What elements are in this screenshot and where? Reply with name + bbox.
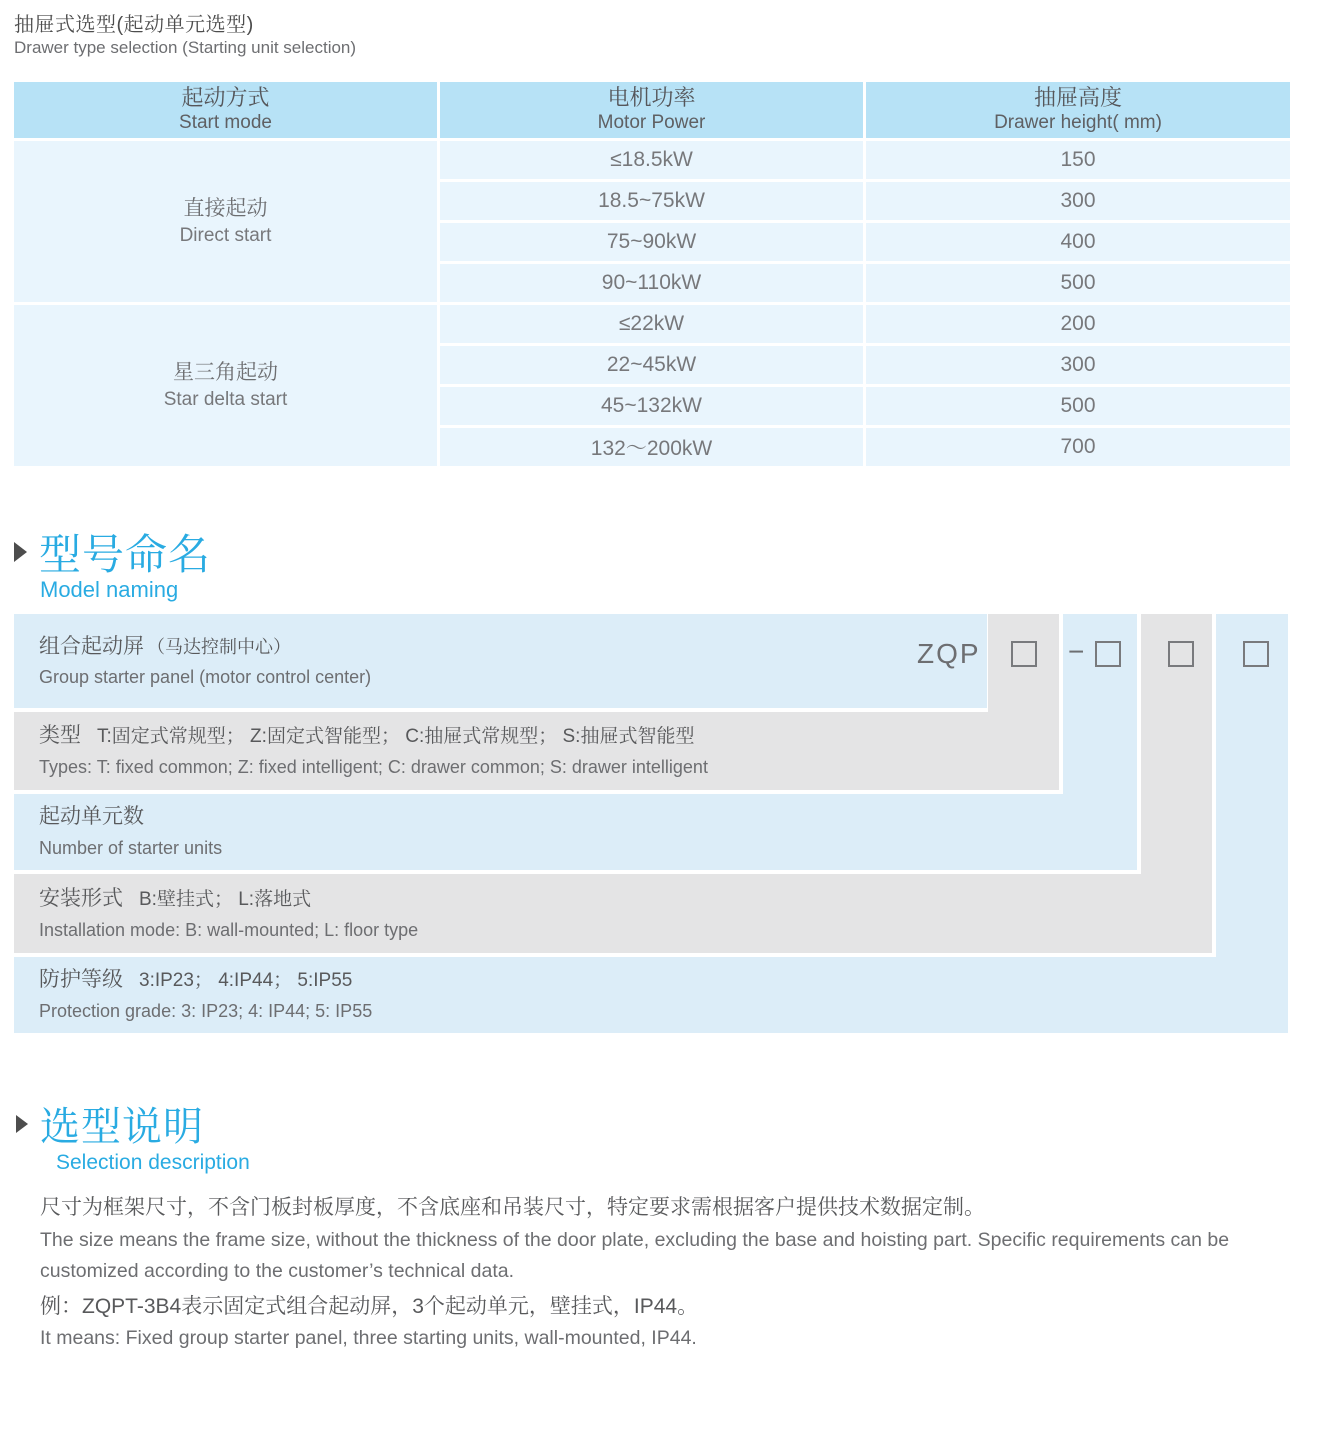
section-title-zh: 型号命名 bbox=[39, 531, 212, 578]
header-text: Motor Power bbox=[597, 111, 706, 133]
desc-zh-line: 尺寸为框架尺寸，不含门板封板厚度，不含底座和吊装尺寸，特定要求需根据客户提供技术数据定制。 bbox=[40, 1196, 985, 1219]
band-zh bbox=[39, 723, 1059, 749]
desc-en-line: The size means the frame size, without the thickness of the door plate, excluding the base and hoisting part. Specific requirements can be customized according to the customer’s technical data. bbox=[40, 1228, 1230, 1283]
section-subtitle-en: Model naming bbox=[40, 577, 179, 602]
power-cell: 22~45kW bbox=[440, 346, 863, 384]
power-cell: 75~90kW bbox=[440, 223, 863, 261]
model-code-prefix: ZQP bbox=[917, 638, 981, 669]
band-en: Protection grade: 3: IP23; 4: IP44; 5: IP55 bbox=[39, 1001, 373, 1022]
col-header-drawer-height bbox=[866, 82, 1290, 138]
code-box-icon bbox=[1095, 641, 1121, 667]
power-cell: ≤18.5kW bbox=[440, 141, 863, 179]
band-label: 类型 bbox=[39, 724, 81, 748]
section-subtitle-en: Selection description bbox=[56, 1151, 250, 1174]
power-cell: 45~132kW bbox=[440, 387, 863, 425]
group-label-en: Star delta start bbox=[163, 388, 288, 410]
band-group-starter-panel bbox=[14, 614, 987, 708]
height-cell: 700 bbox=[866, 428, 1290, 466]
band-number-of-starter-units bbox=[14, 794, 1137, 870]
band-zh bbox=[39, 886, 1212, 912]
header-text: 电机功率 bbox=[607, 85, 696, 111]
group-label-zh: 直接起动 bbox=[183, 196, 268, 220]
header-text: 起动方式 bbox=[181, 85, 270, 111]
power-cell: 90~110kW bbox=[440, 264, 863, 302]
group-label-en: Direct start bbox=[179, 224, 272, 246]
band-detail: T:固定式常规型； Z:固定式智能型； C:抽屉式常规型； S:抽屉式智能型 bbox=[97, 726, 695, 748]
code-box-icon bbox=[1011, 641, 1037, 667]
header-text: Drawer height( mm) bbox=[994, 111, 1162, 133]
height-cell: 300 bbox=[866, 182, 1290, 220]
height-cell: 150 bbox=[866, 141, 1290, 179]
code-dash: − bbox=[1068, 636, 1085, 667]
power-cell: 132～200kW bbox=[440, 428, 863, 466]
page-title-en: Drawer type selection (Starting unit selection) bbox=[14, 38, 357, 57]
group-label-zh: 星三角起动 bbox=[173, 360, 278, 384]
band-zh bbox=[39, 967, 1288, 993]
code-box-icon bbox=[1243, 641, 1269, 667]
desc-en-line: It means: Fixed group starter panel, three starting units, wall-mounted, IP44. bbox=[40, 1327, 697, 1350]
header-text: 抽屉高度 bbox=[1033, 85, 1122, 111]
height-cell: 500 bbox=[866, 264, 1290, 302]
height-cell: 400 bbox=[866, 223, 1290, 261]
band-en: Number of starter units bbox=[39, 838, 223, 859]
power-cell: ≤22kW bbox=[440, 305, 863, 343]
band-label: 防护等级 bbox=[39, 968, 123, 992]
band-zh bbox=[39, 804, 1137, 830]
drawer-selection-table bbox=[14, 82, 1284, 466]
height-cell: 200 bbox=[866, 305, 1290, 343]
band-protection-grade bbox=[14, 957, 1288, 1033]
group-cell-star-delta-start bbox=[14, 305, 437, 466]
band-installation-mode bbox=[14, 874, 1212, 953]
code-box-icon bbox=[1168, 641, 1194, 667]
desc-zh-line: 例：ZQPT-3B4表示固定式组合起动屏，3个起动单元，壁挂式，IP44。 bbox=[40, 1294, 699, 1318]
section-arrow-icon bbox=[14, 542, 27, 562]
height-cell: 300 bbox=[866, 346, 1290, 384]
section-arrow-icon bbox=[16, 1115, 28, 1133]
model-naming-diagram bbox=[14, 614, 1288, 1033]
section-heading-model-naming bbox=[14, 522, 211, 582]
band-en: Installation mode: B: wall-mounted; L: floor type bbox=[39, 919, 419, 940]
band-label: 起动单元数 bbox=[39, 805, 144, 829]
section-heading-selection-description bbox=[16, 1095, 204, 1152]
group-cell-direct-start bbox=[14, 141, 437, 302]
power-cell: 18.5~75kW bbox=[440, 182, 863, 220]
height-cell: 500 bbox=[866, 387, 1290, 425]
band-label: 组合起动屏 bbox=[39, 634, 144, 658]
section-title-zh: 选型说明 bbox=[40, 1105, 204, 1149]
page-title-zh: 抽屉式选型(起动单元选型) bbox=[14, 14, 254, 36]
band-detail: 3:IP23； 4:IP44； 5:IP55 bbox=[139, 970, 353, 992]
band-zh bbox=[39, 634, 987, 659]
band-types bbox=[14, 712, 1059, 790]
band-detail: （马达控制中心） bbox=[147, 636, 291, 657]
band-en: Group starter panel (motor control center) bbox=[39, 666, 372, 687]
band-detail: B:壁挂式； L:落地式 bbox=[139, 888, 312, 910]
header-text: Start mode bbox=[179, 111, 272, 133]
band-label: 安装形式 bbox=[39, 886, 123, 910]
col-header-motor-power bbox=[440, 82, 863, 138]
col-header-start-mode bbox=[14, 82, 437, 138]
band-en: Types: T: fixed common; Z: fixed intelligent; C: drawer common; S: drawer intelligent bbox=[39, 757, 708, 778]
selection-description-text bbox=[40, 1192, 1292, 1355]
